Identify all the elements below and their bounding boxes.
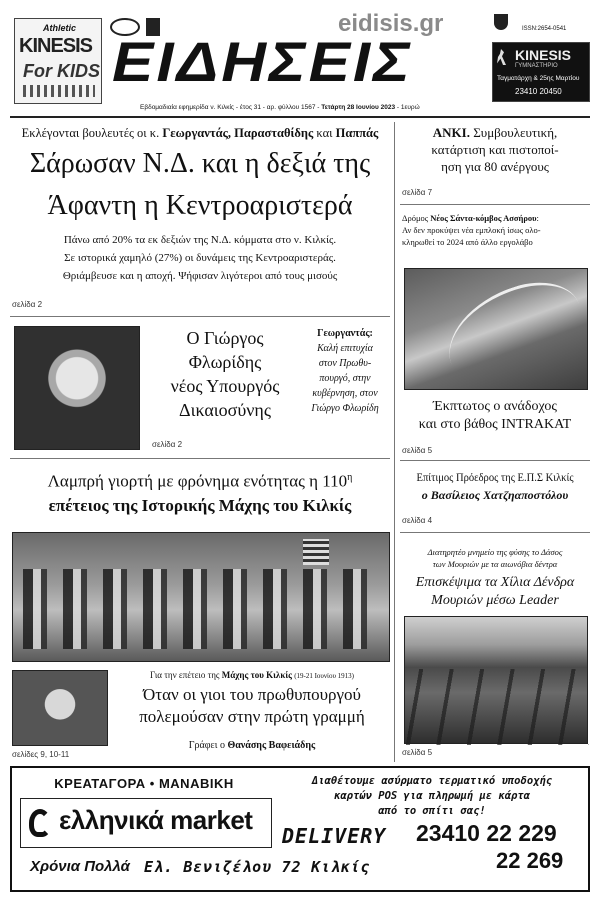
minister-quote-name: Γεωργαντάς: [317,328,373,339]
kinesis-gym-brand: KINESIS [515,47,572,63]
anki-text-3: ηση για 80 ανέργους [441,159,549,174]
anki-page-ref: σελίδα 7 [402,188,433,197]
kids-figure-icon [23,85,95,97]
road-prefix: Δρόμος [402,213,429,223]
road-head-2: και στο βάθος INTRAKAT [418,417,572,432]
trees-head-1: Επισκέψιμα τα Χίλια Δένδρα [415,575,575,590]
anki-text-2: κατάρτιση και πιστοποί- [431,142,559,157]
kinesis-kids-ad[interactable] [14,18,102,104]
shop-address: Ελ. Βενιζέλου 72 Κιλκίς [144,858,371,876]
lead-kicker-prefix: Εκλέγονται βουλευτές οι κ. [21,126,160,140]
minister-headline-2: Φλωρίδης [188,352,262,372]
battle-headline[interactable] [10,466,390,518]
lead-sub-2: Σε ιστορικά χαμηλό (27%) οι δυνάμεις της Κεντροαριστεράς. [64,252,336,264]
masthead-divider [10,116,590,118]
minister-quote-2: στον Πρωθυ- [318,358,372,369]
delivery-label: DELIVERY [282,824,387,848]
trees-kicker-2: των Μουριών με τα αιωνόβια δέντρα [432,559,558,569]
trees-kicker-1: Διατηρητέο μνημείο της φύσης το Δάσος [427,547,563,557]
minister-divider [10,458,390,459]
floridis-photo [14,326,140,450]
road-text-1: Αν δεν προκύψει νέα εμπλοκή ίσως ολο- [402,225,541,235]
eps-line-1: Επίτιμος Πρόεδρος της Ε.Π.Σ Κιλκίς [416,470,574,484]
eps-line-2: ο Βασίλειος Χατζηαποστόλου [421,488,569,502]
shop-brand-box [20,798,272,848]
shop-top-label: ΚΡΕΑΤΑΓΟΡΑ • ΜΑΝΑΒΙΚΗ [54,776,234,791]
shop-brand: ελληνικά market [59,805,253,835]
road-kicker [402,212,588,248]
column-divider [394,122,395,762]
lead-headline-2[interactable]: Άφαντη η Κεντροαριστερά [47,190,353,221]
wish-label: Χρόνια Πολλά [30,858,130,875]
road-kicker-title: Δρόμος Νέος Σάντα-κόμβος Ασσήρου: [402,213,539,223]
byline-prefix: Γράφει ο [188,740,225,751]
road-bold: Νέος Σάντα-κόμβος Ασσήρου [430,213,537,223]
article-headline-2[interactable]: πολεμούσαν στην πρώτη γραμμή [139,707,365,726]
bottom-ad[interactable] [10,766,590,892]
battle-headline-1: Λαμπρή γιορτή με φρόνημα ενότητας η 110 [47,471,348,491]
article-kicker-bold: Μάχης του Κιλκίς [221,670,292,680]
phone-1[interactable]: 23410 22 229 [416,820,557,846]
kinesis-kids-top: Athletic [43,23,77,33]
lead-kicker-and: και [316,126,333,140]
minister-quote-3: πουργό, στην [319,373,371,384]
newspaper-title: ΕΙΔΗΣΕΙΣ [112,31,413,94]
kinesis-gym-sub: ΓΥΜΝΑΣΤΗΡΙΟ [515,63,558,69]
minister-quote-1: Καλή επιτυχία [317,343,373,354]
minister-headline[interactable] [150,326,300,422]
highway-photo [404,268,588,390]
road-page-ref: σελίδα 5 [402,446,433,455]
road-text-2: κληρωθεί το 2024 από άλλο εργολάβο [402,237,533,247]
pos-line-3: από το σπίτι σας! [378,805,486,817]
shield-icon [494,14,508,30]
kinesis-kids-brand: KINESIS [19,35,93,57]
flag-icon [303,539,329,565]
trees-head-2: Μουριών μέσω Leader [431,593,559,608]
article-headline-1[interactable]: Όταν οι γιοι του πρωθυπουργού [143,685,361,704]
anki-story[interactable] [400,124,590,175]
road-divider [400,460,590,461]
lead-sub-1: Πάνω από 20% τα εκ δεξιών της Ν.Δ. κόμματα στο ν. Κιλκίς. [63,234,337,246]
lead-kicker[interactable] [10,126,390,141]
eps-page-ref: σελίδα 4 [402,516,433,525]
byline-name: Θανάσης Βαφειάδης [227,740,316,751]
minister-quote-4: κυβέρνηση, στον [312,388,378,399]
article-byline [112,740,392,751]
anki-divider [400,204,590,205]
eps-story[interactable] [400,468,590,504]
road-head-1: Έκπτωτος ο ανάδοχος [433,399,557,414]
minister-headline-3: νέος Υπουργός [170,376,280,396]
subline-date: Τετάρτη 28 Ιουνίου 2023 [321,104,396,111]
pos-notice [278,774,586,819]
article-page-ref: σελίδες 9, 10-11 [12,750,70,759]
battle-headline-sup: η [347,472,353,483]
battle-headline-1-line [10,466,390,494]
masthead [0,0,600,118]
phone-2[interactable]: 22 269 [496,848,564,873]
minister-quote-5: Γιώργο Φλωρίδη [311,403,379,414]
runner-icon [497,49,507,65]
masthead-subline [140,104,490,111]
pos-line-1: Διαθέτουμε ασύρματο τερματικό υποδοχής [311,775,553,787]
anki-bold: ΑΝΚΙ. [432,125,470,140]
lead-headline-1[interactable]: Σάρωσαν Ν.Δ. και η δεξιά της [29,148,371,179]
pos-line-2: καρτών POS για πληρωμή με κάρτα [334,790,530,802]
trees-page-ref: σελίδα 5 [402,748,433,757]
anki-text-1: Συμβουλευτική, [473,125,558,140]
road-headline[interactable] [400,398,590,434]
trees-headline[interactable] [400,574,590,610]
trees-photo [404,616,588,744]
lead-kicker-names: Γεωργαντάς, Παρασταθίδης [162,126,314,140]
issn: ISSN:2654-0541 [522,26,567,32]
parade-photo [12,532,390,662]
vafeiadis-photo [12,670,108,746]
trees-kicker [400,546,590,570]
minister-headline-1: Ο Γιώργος [186,328,264,348]
article-kicker [112,670,392,680]
site-url[interactable]: eidisis.gr [338,10,444,37]
subline-price: - 1ευρώ [396,104,420,111]
lead-page-ref: σελίδα 2 [12,300,43,309]
eps-divider [400,532,590,533]
battle-headline-2: επέτειος της Ιστορικής Μάχης του Κιλκίς [48,495,352,515]
minister-quote [300,326,390,416]
subline-issue: Εβδομαδιαία εφημερίδα ν. Κιλκίς - έτος 31 - αρ. φύλλου 1567 - [140,104,320,111]
minister-page-ref: σελίδα 2 [152,440,183,449]
article-kicker-prefix: Για την επέτειο της [150,670,220,680]
kinesis-kids-sub: For KIDS [23,61,101,81]
parade-marchers [23,569,381,649]
lead-divider [10,316,390,317]
kinesis-gym-address: Ταγματάρχη & 25ης Μαρτίου [497,75,580,82]
anki-line-1 [400,124,590,141]
market-logo-icon [29,809,51,837]
kinesis-gym-ad[interactable] [492,42,590,102]
article-kicker-dates: (19-21 Ιουνίου 1913) [294,672,354,680]
tree-trunks [405,669,589,745]
lead-sub-3: Θριάμβευσε και η αποχή. Ψήφισαν λιγότεροι από τους μισούς [62,270,338,282]
lead-kicker-last: Παππάς [335,126,379,140]
minister-headline-4: Δικαιοσύνης [179,400,271,420]
kinesis-gym-phone: 23410 20450 [515,87,562,96]
road-lines [435,270,596,399]
